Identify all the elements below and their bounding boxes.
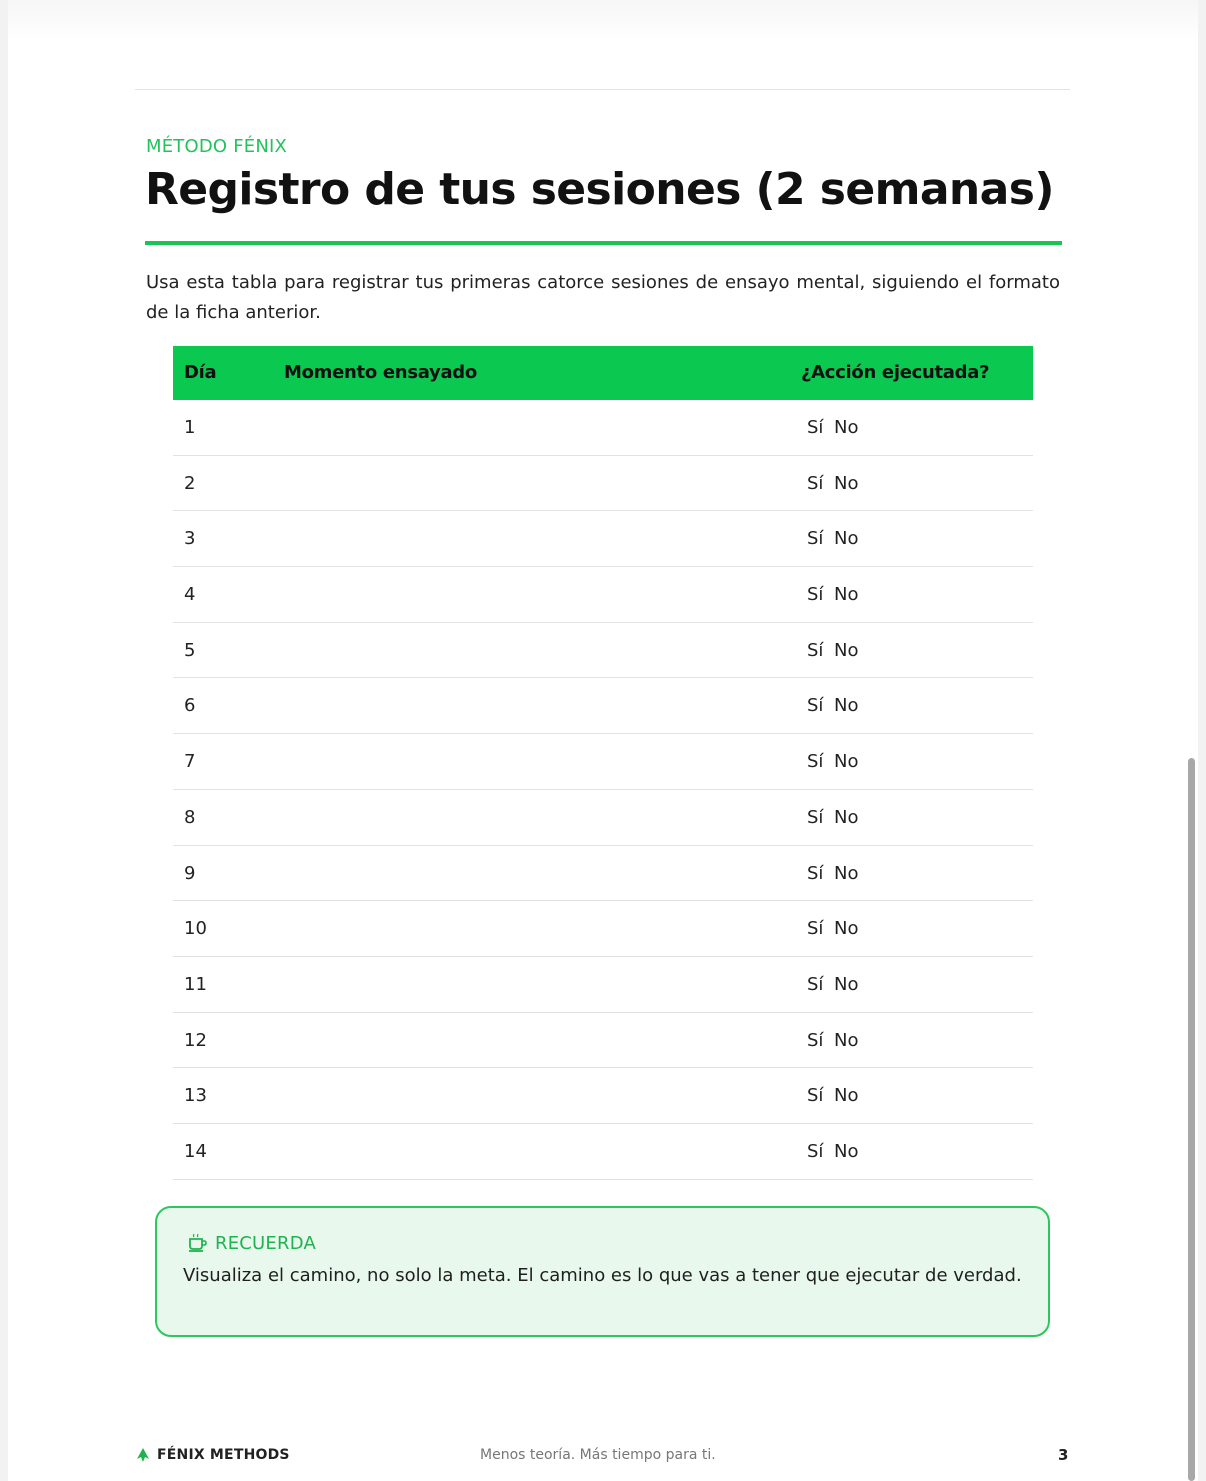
si-option: Sí <box>807 751 824 773</box>
day-cell: 12 <box>184 1029 207 1051</box>
no-option: No <box>834 639 859 661</box>
no-option: No <box>834 1029 859 1051</box>
si-option: Sí <box>807 417 824 438</box>
callout-header <box>187 1230 316 1256</box>
scrollbar-thumb[interactable] <box>1188 758 1195 1481</box>
day-cell: 2 <box>184 472 196 494</box>
no-option: No <box>834 695 859 717</box>
si-option: Sí <box>807 584 824 606</box>
top-divider <box>135 89 1070 90</box>
day-cell: 13 <box>184 1085 207 1107</box>
table-row <box>173 678 1033 734</box>
si-option: Sí <box>807 528 824 550</box>
phoenix-arrow-icon <box>135 1447 151 1463</box>
day-cell: 8 <box>184 806 196 828</box>
no-option: No <box>834 862 859 884</box>
table-row <box>173 511 1033 567</box>
table-row <box>173 790 1033 846</box>
no-option: No <box>834 528 859 550</box>
table-row <box>173 957 1033 1013</box>
table-header <box>173 346 1033 400</box>
header-accion: ¿Acción ejecutada? <box>801 362 990 383</box>
si-option: Sí <box>807 1140 824 1162</box>
table-row <box>173 901 1033 957</box>
table-row <box>173 567 1033 623</box>
brand-name: FÉNIX METHODS <box>157 1447 290 1463</box>
table-row <box>173 734 1033 790</box>
day-cell: 6 <box>184 695 196 717</box>
day-cell: 11 <box>184 973 207 995</box>
page-title: Registro de tus sesiones (2 semanas) <box>145 164 1054 215</box>
table-row <box>173 456 1033 512</box>
si-option: Sí <box>807 1085 824 1107</box>
si-option: Sí <box>807 806 824 828</box>
page-number: 3 <box>1058 1446 1069 1464</box>
table-row <box>173 1124 1033 1180</box>
remember-callout <box>155 1206 1050 1337</box>
day-cell: 3 <box>184 528 196 550</box>
footer-brand <box>135 1444 290 1466</box>
header-momento: Momento ensayado <box>284 362 477 383</box>
document-page <box>8 0 1198 1481</box>
title-underline <box>145 241 1062 245</box>
no-option: No <box>834 751 859 773</box>
intro-paragraph: Usa esta tabla para registrar tus primeras catorce sesiones de ensayo mental, siguiendo el formato de la ficha anterior. <box>146 272 1060 323</box>
header-dia: Día <box>184 362 217 383</box>
callout-title: RECUERDA <box>215 1232 316 1254</box>
table-row <box>173 1013 1033 1069</box>
table-row <box>173 623 1033 679</box>
no-option: No <box>834 1085 859 1107</box>
no-option: No <box>834 918 859 940</box>
sessions-table <box>173 346 1033 1180</box>
footer-tagline: Menos teoría. Más tiempo para ti. <box>480 1447 716 1463</box>
no-option: No <box>834 1140 859 1162</box>
section-eyebrow: MÉTODO FÉNIX <box>146 136 288 157</box>
table-row <box>173 400 1033 456</box>
day-cell: 4 <box>184 584 196 606</box>
day-cell: 7 <box>184 751 196 773</box>
si-option: Sí <box>807 918 824 940</box>
si-option: Sí <box>807 472 824 494</box>
table-row <box>173 1068 1033 1124</box>
day-cell: 1 <box>184 417 196 438</box>
no-option: No <box>834 472 859 494</box>
table-row <box>173 846 1033 902</box>
no-option: No <box>834 417 859 438</box>
no-option: No <box>834 973 859 995</box>
day-cell: 9 <box>184 862 196 884</box>
no-option: No <box>834 584 859 606</box>
coffee-cup-icon <box>187 1233 209 1253</box>
day-cell: 5 <box>184 639 196 661</box>
si-option: Sí <box>807 695 824 717</box>
si-option: Sí <box>807 862 824 884</box>
si-option: Sí <box>807 973 824 995</box>
si-option: Sí <box>807 1029 824 1051</box>
day-cell: 10 <box>184 918 207 940</box>
si-option: Sí <box>807 639 824 661</box>
top-fade <box>8 0 1198 40</box>
callout-text: Visualiza el camino, no solo la meta. El camino es lo que vas a tener que ejecutar de verdad. <box>183 1265 1022 1286</box>
day-cell: 14 <box>184 1140 207 1162</box>
table-body <box>173 400 1033 1180</box>
no-option: No <box>834 806 859 828</box>
